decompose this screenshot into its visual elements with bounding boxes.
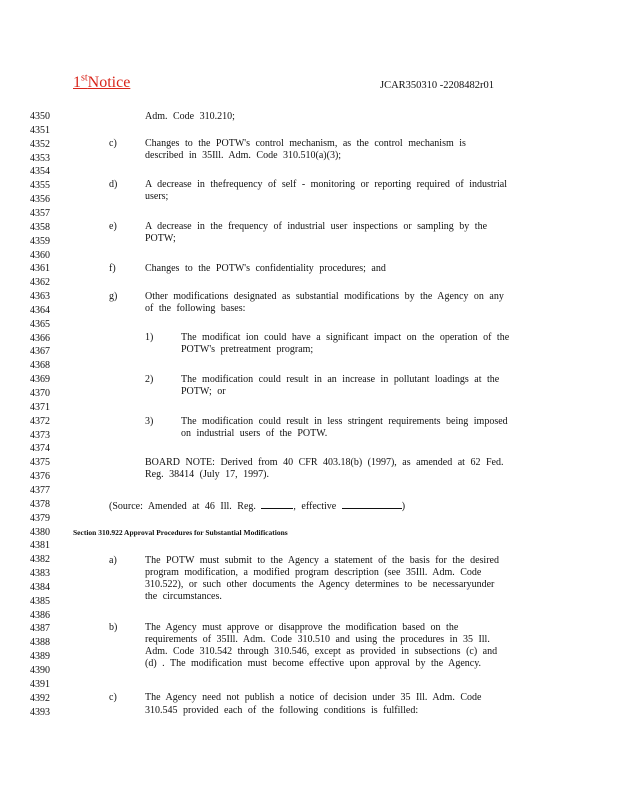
item-label-a: a) xyxy=(109,555,117,566)
item-b-line-1: The Agency must approve or disapprove the modification based on the xyxy=(145,622,459,633)
item-e-line-2: POTW; xyxy=(145,233,176,244)
source-note: (Source: Amended at 46 Ill. Reg. , effective ) xyxy=(109,501,406,512)
line-number: 4354 xyxy=(30,166,50,178)
item-a-line-3: 310.522), or such other documents the Agency determines to be necessaryunder xyxy=(145,579,495,590)
line-number: 4380 xyxy=(30,526,50,538)
item-d-line-1: A decrease in thefrequency of self - monitoring or reporting required of industrial xyxy=(145,179,508,190)
line-number: 4375 xyxy=(30,457,50,469)
line-number: 4377 xyxy=(30,484,50,496)
item-d-line-2: users; xyxy=(145,191,169,202)
line-number: 4359 xyxy=(30,235,50,247)
line-number: 4369 xyxy=(30,374,50,386)
item-label-g: g) xyxy=(109,291,118,302)
line-number: 4361 xyxy=(30,263,50,275)
item-c-second-line-1: The Agency need not publish a notice of decision under 35 Ill. Adm. Code xyxy=(145,692,482,703)
item-label-b: b) xyxy=(109,622,118,633)
line-number: 4367 xyxy=(30,346,50,358)
line-number: 4373 xyxy=(30,429,50,441)
subitem-1-line-2: POTW's pretreatment program; xyxy=(181,344,314,355)
line-number: 4351 xyxy=(30,124,50,136)
item-b-line-2: requirements of 35Ill. Adm. Code 310.510 and using the procedures in 35 Ill. xyxy=(145,634,490,645)
document-code: JCAR350310 -2208482r01 xyxy=(380,80,495,91)
item-g-line-2: of the following bases: xyxy=(145,303,246,314)
line-number: 4385 xyxy=(30,595,50,607)
line-number: 4378 xyxy=(30,498,50,510)
item-label-e: e) xyxy=(109,221,117,232)
line-number: 4379 xyxy=(30,512,50,524)
line-number: 4353 xyxy=(30,152,50,164)
line-number: 4393 xyxy=(30,706,50,718)
board-note-line-1: BOARD NOTE: Derived from 40 CFR 403.18(b) (1997), as amended at 62 Fed. xyxy=(145,457,504,468)
line-number: 4381 xyxy=(30,540,50,552)
line-number: 4355 xyxy=(30,180,50,192)
item-label-f: f) xyxy=(109,263,116,274)
line-number: 4358 xyxy=(30,221,50,233)
line-number: 4370 xyxy=(30,388,50,399)
line-number: 4374 xyxy=(30,443,50,455)
line-number: 4384 xyxy=(30,581,50,593)
line-number: 4386 xyxy=(30,609,50,621)
line-number: 4350 xyxy=(30,111,50,122)
line-number: 4371 xyxy=(30,401,50,413)
subitem-label-2: 2) xyxy=(145,374,154,385)
item-a-line-4: the circumstances. xyxy=(145,591,222,602)
line-number: 4364 xyxy=(30,304,50,316)
text-line-4350: Adm. Code 310.210; xyxy=(145,111,235,122)
item-f-line-1: Changes to the POTW's confidentiality procedures; and xyxy=(145,263,386,274)
item-a-line-2: program modification, a modified program description (see 35Ill. Adm. Code xyxy=(145,567,482,578)
line-number: 4357 xyxy=(30,207,50,219)
line-number: 4363 xyxy=(30,291,50,302)
line-number: 4365 xyxy=(30,318,50,330)
item-g-line-1: Other modifications designated as substantial modifications by the Agency on any xyxy=(145,291,504,302)
line-number: 4372 xyxy=(30,415,50,427)
line-number: 4383 xyxy=(30,568,50,579)
line-number: 4388 xyxy=(30,637,50,649)
board-note-line-2: Reg. 38414 (July 17, 1997). xyxy=(145,469,269,480)
line-number: 4387 xyxy=(30,623,50,635)
item-b-line-4: (d) . The modification must become effective upon approval by the Agency. xyxy=(145,658,482,669)
line-number: 4360 xyxy=(30,249,50,261)
line-number: 4376 xyxy=(30,471,50,483)
line-number: 4389 xyxy=(30,651,50,663)
item-e-line-1: A decrease in the frequency of industrial user inspections or sampling by the xyxy=(145,221,488,232)
notice-heading: 1stNotice xyxy=(73,72,131,91)
item-label-c-second: c) xyxy=(109,692,117,703)
register-page-blank xyxy=(261,499,293,509)
line-number: 4366 xyxy=(30,332,50,344)
subitem-1-line-1: The modificat ion could have a significant impact on the operation of the xyxy=(181,332,510,343)
item-b-line-3: Adm. Code 310.542 through 310.546, except as provided in subsections (c) and xyxy=(145,646,498,657)
item-c-line-2: described in 35Ill. Adm. Code 310.510(a)(3); xyxy=(145,150,342,161)
subitem-3-line-2: on industrial users of the POTW. xyxy=(181,428,328,439)
line-number: 4356 xyxy=(30,194,50,206)
item-c-line-1: Changes to the POTW's control mechanism, as the control mechanism is xyxy=(145,138,466,149)
subitem-3-line-1: The modification could result in less stringent requirements being imposed xyxy=(181,416,508,427)
line-number: 4352 xyxy=(30,138,50,150)
line-number: 4391 xyxy=(30,678,50,690)
subitem-label-3: 3) xyxy=(145,416,154,427)
line-number: 4368 xyxy=(30,360,50,372)
subitem-2-line-2: POTW; or xyxy=(181,386,226,397)
subitem-label-1: 1) xyxy=(145,332,154,343)
line-number: 4382 xyxy=(30,554,50,566)
line-number: 4362 xyxy=(30,277,50,289)
item-label-d: d) xyxy=(109,179,118,190)
item-a-line-1: The POTW must submit to the Agency a statement of the basis for the desired xyxy=(145,555,499,566)
item-c-second-line-2: 310.545 provided each of the following conditions is fulfilled: xyxy=(145,705,419,716)
subitem-2-line-1: The modification could result in an increase in pollutant loadings at the xyxy=(181,374,500,385)
item-label-c: c) xyxy=(109,138,117,149)
line-number: 4392 xyxy=(30,692,50,704)
section-heading: Section 310.922 Approval Procedures for Substantial Modifications xyxy=(73,528,288,537)
line-number: 4390 xyxy=(30,665,50,676)
effective-date-blank xyxy=(342,499,402,509)
